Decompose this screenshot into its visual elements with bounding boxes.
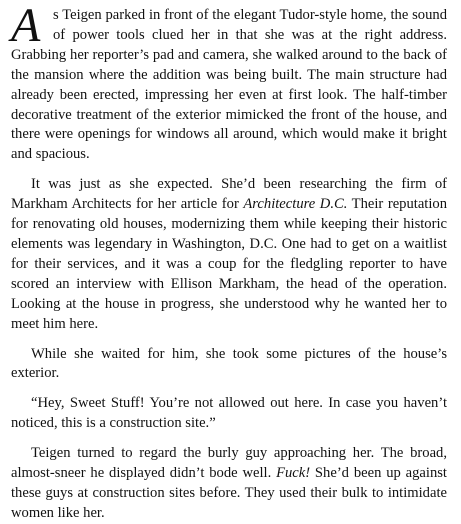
magazine-title: Architecture D.C. [243, 196, 348, 213]
paragraph-2-text-start: It was just as she expected. She’d been researching the firm of Markham Architects for her article for [11, 176, 447, 213]
paragraph-3-text: While she waited for him, she took some pictures of the house’s exterior. [11, 345, 447, 382]
paragraph-1 [11, 0, 447, 165]
paragraph-1-text: s Teigen parked in front of the elegant Tudor-style home, the sound of power tools clued her in that she was at the right address. Grabbing her reporter’s pad and camera, she walked around to the back of the mansion where the addition was being built. The main structure had already been erected, impressing her even at first look. The half-timber decorative treatment of the exterior mimicked the front of the house, and there were openings for windows all around, which would make it bright and spacious. [11, 7, 447, 163]
paragraph-2 [11, 175, 447, 334]
paragraph-5 [11, 444, 447, 524]
paragraph-4 [11, 394, 447, 434]
paragraph-5-text-end: She’d been up against these guys at construction sites before. They used their bulk to intimidate women like her. [11, 465, 447, 521]
paragraph-2-text-end: Their reputation for renovating old houses, modernizing them while keeping their historic elements was legendary in Washington, D.C. One had to get on a waitlist for their services, and it was a coup for the fledgling reporter to have scored an interview with Ellison Markham, the head of the operation. Looking at the house in progress, she understood why he wanted her to meet him here. [11, 196, 447, 332]
document-page [11, 0, 447, 524]
drop-cap-letter: A [11, 0, 41, 52]
paragraph-3 [11, 345, 447, 385]
paragraph-5-text-start: Teigen turned to regard the burly guy approaching her. The broad, almost-sneer he displayed didn’t bode well. [11, 445, 447, 482]
paragraph-4-text: “Hey, Sweet Stuff! You’re not allowed out here. In case you haven’t noticed, this is a construction site.” [11, 395, 447, 432]
italic-exclamation: Fuck! [276, 465, 311, 482]
